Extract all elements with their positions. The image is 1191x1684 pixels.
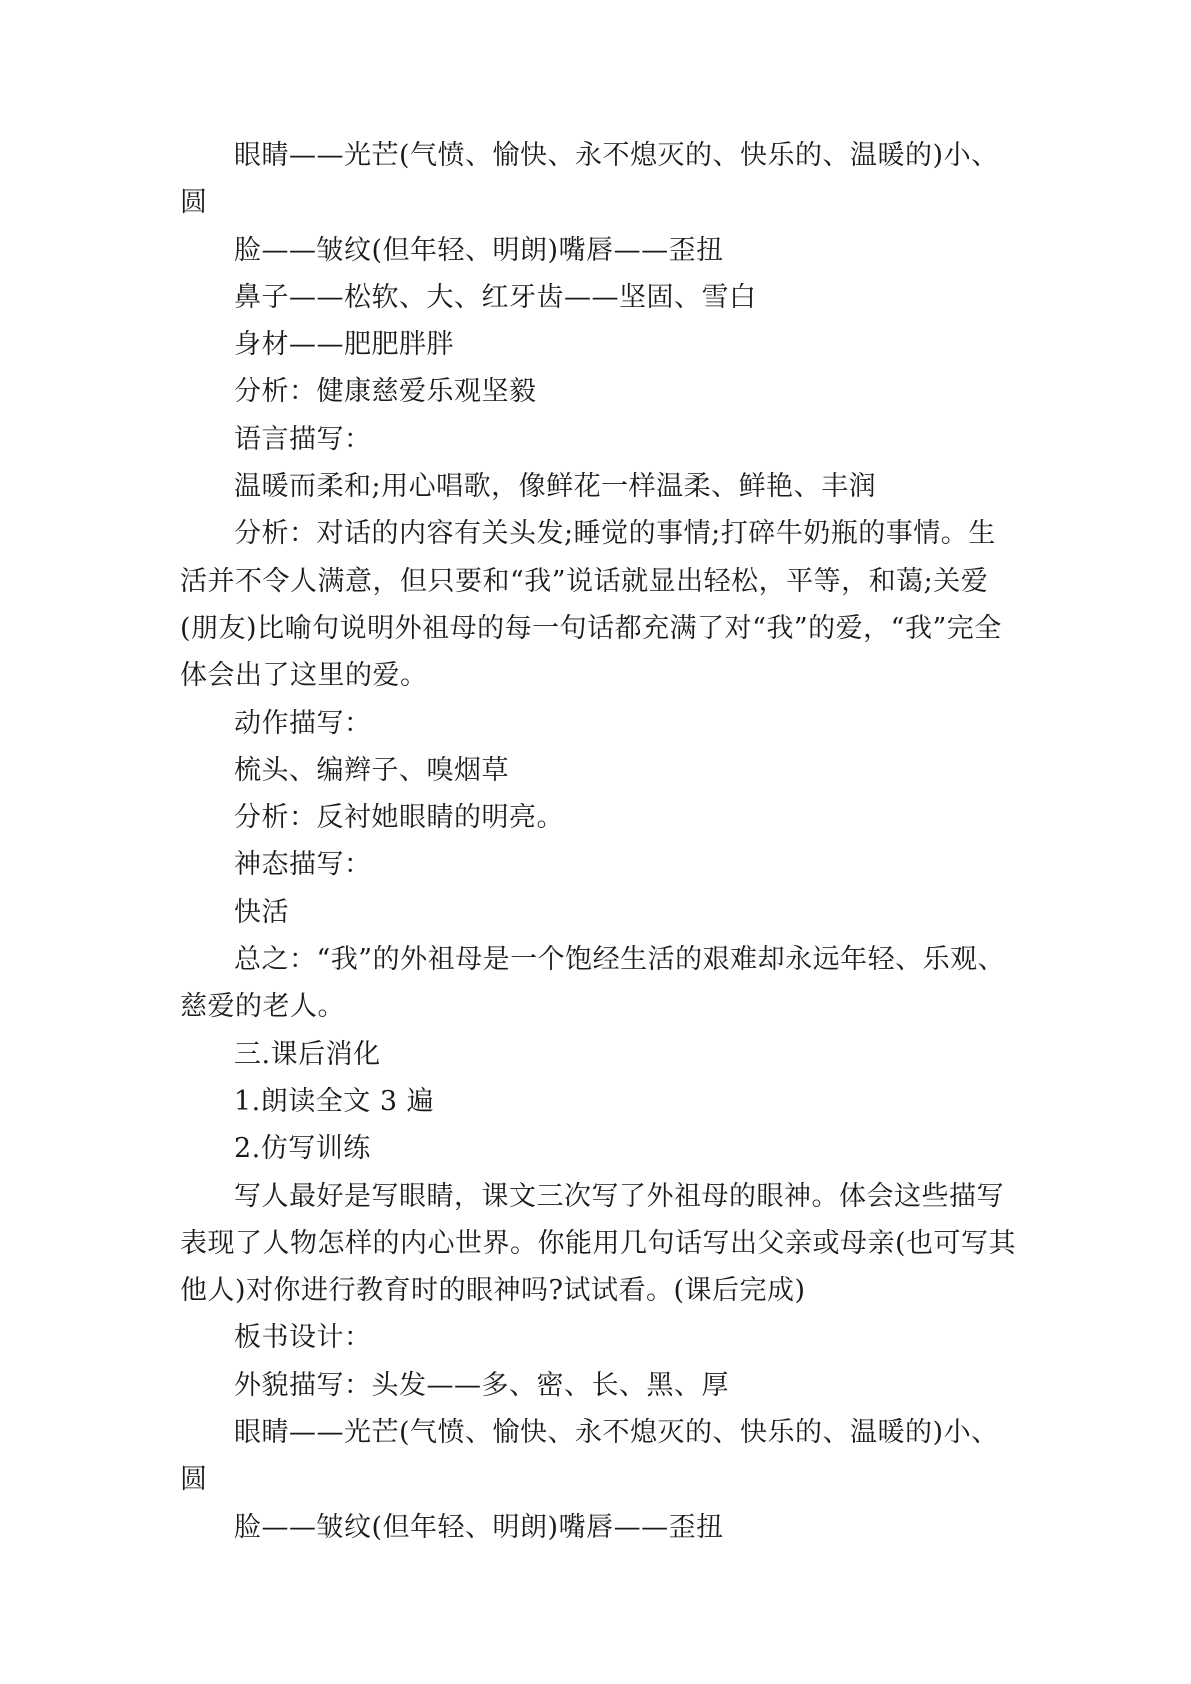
paragraph: 总之：“我”的外祖母是一个饱经生活的艰难却永远年轻、乐观、慈爱的老人。 xyxy=(180,944,1006,1023)
paragraph: 神态描写： xyxy=(234,849,372,881)
paragraph: 外貌描写：头发——多、密、长、黑、厚 xyxy=(234,1369,729,1401)
document-body xyxy=(180,132,1020,1551)
paragraph: 脸——皱纹(但年轻、明朗)嘴唇——歪扭 xyxy=(234,234,724,266)
paragraph: 分析：对话的内容有关头发;睡觉的事情;打碎牛奶瓶的事情。生活并不令人满意，但只要和“我”说话就显出轻松，平等，和蔼;关爱(朋友)比喻句说明外祖母的每一句话都充满了对“我”的爱，“我”完全体会出了这里的爱。 xyxy=(180,518,1002,692)
paragraph: 板书设计： xyxy=(234,1322,372,1354)
paragraph: 分析：反衬她眼睛的明亮。 xyxy=(234,802,564,834)
paragraph: 身材——肥肥胖胖 xyxy=(234,329,454,361)
list-item: 1.朗读全文 3 遍 xyxy=(234,1085,435,1117)
list-item: 2.仿写训练 xyxy=(234,1133,371,1165)
paragraph: 写人最好是写眼睛，课文三次写了外祖母的眼神。体会这些描写表现了人物怎样的内心世界。你能用几句话写出父亲或母亲(也可写其他人)对你进行教育时的眼神吗?试试看。(课后完成) xyxy=(180,1180,1017,1307)
paragraph: 脸——皱纹(但年轻、明朗)嘴唇——歪扭 xyxy=(234,1511,724,1543)
section-heading: 三.课后消化 xyxy=(234,1038,381,1070)
paragraph: 鼻子——松软、大、红牙齿——坚固、雪白 xyxy=(234,281,757,313)
paragraph: 梳头、编辫子、嗅烟草 xyxy=(234,754,509,786)
paragraph: 温暖而柔和;用心唱歌，像鲜花一样温柔、鲜艳、丰润 xyxy=(234,471,877,503)
paragraph: 语言描写： xyxy=(234,423,372,455)
paragraph: 分析：健康慈爱乐观坚毅 xyxy=(234,376,537,408)
paragraph: 眼睛——光芒(气愤、愉快、永不熄灭的、快乐的、温暖的)小、圆 xyxy=(180,140,999,219)
paragraph: 眼睛——光芒(气愤、愉快、永不熄灭的、快乐的、温暖的)小、圆 xyxy=(180,1417,999,1496)
paragraph: 动作描写： xyxy=(234,707,372,739)
paragraph: 快活 xyxy=(234,896,289,928)
